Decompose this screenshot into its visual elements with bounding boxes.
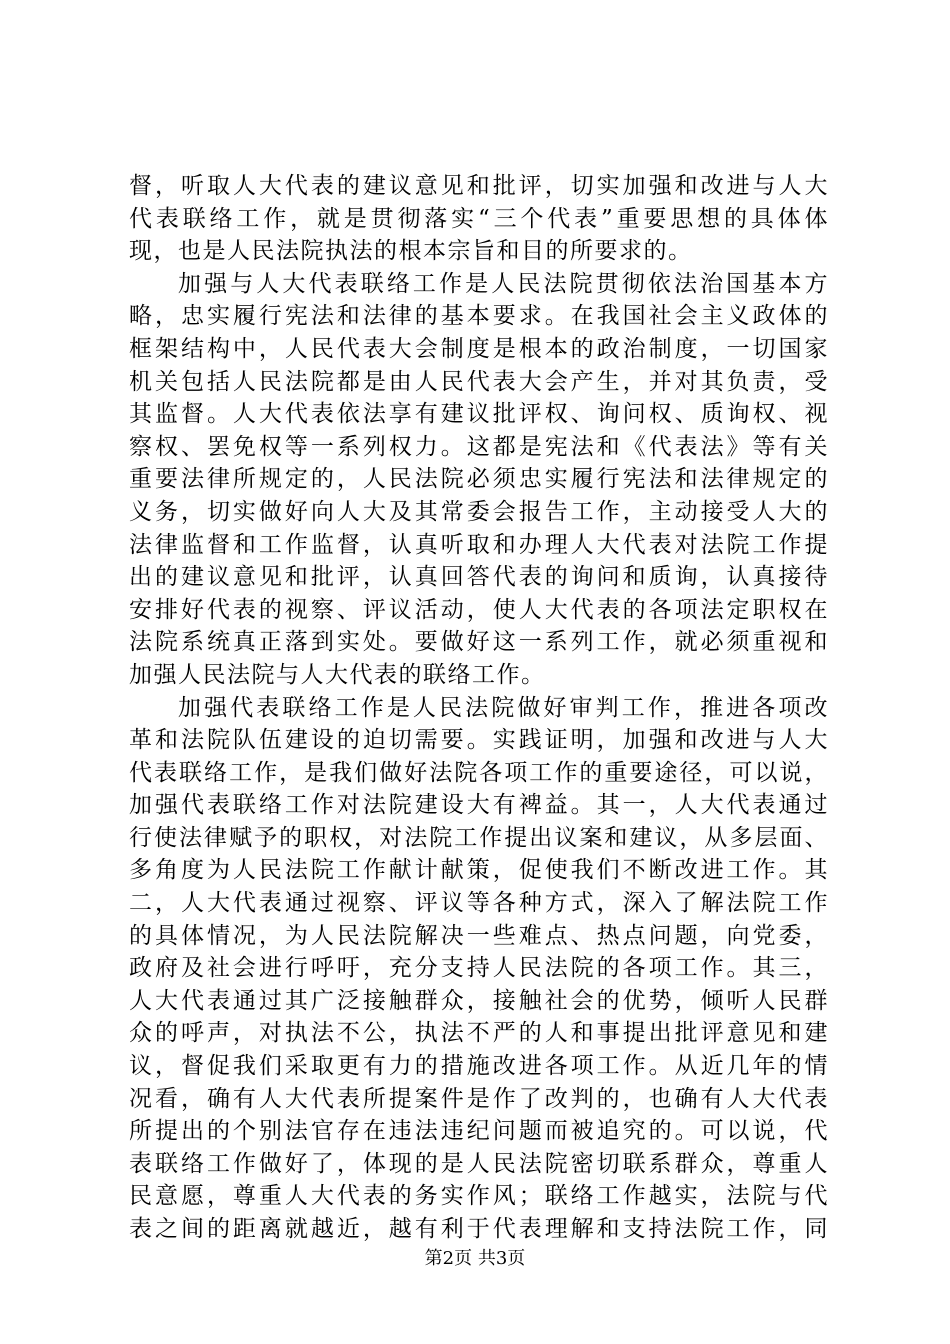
text-line: 人大代表通过其广泛接触群众，接触社会的优势，倾听人民群 [129,987,829,1014]
text-line: 加强代表联络工作是人民法院做好审判工作，推进各项改 [178,694,829,721]
text-line: 所提出的个别法官存在违法违纪问题而被追究的。可以说，代 [129,1118,829,1145]
text-line: 框架结构中，人民代表大会制度是根本的政治制度，一切国家 [129,335,829,362]
text-line: 众的呼声，对执法不公，执法不严的人和事提出批评意见和建 [129,1020,829,1047]
text-line: 义务，切实做好向人大及其常委会报告工作，主动接受人大的 [129,498,829,525]
text-line: 其监督。人大代表依法享有建议批评权、询问权、质询权、视 [129,401,829,428]
text-line: 况看，确有人大代表所提案件是作了改判的，也确有人大代表 [129,1085,829,1112]
text-line: 多角度为人民法院工作献计献策，促使我们不断改进工作。其 [129,857,829,884]
text-line: 二，人大代表通过视察、评议等各种方式，深入了解法院工作 [129,890,829,917]
text-line: 机关包括人民法院都是由人民代表大会产生，并对其负责，受 [129,368,829,395]
text-line: 民意愿，尊重人大代表的务实作风；联络工作越实，法院与代 [129,1183,829,1210]
text-line: 加强与人大代表联络工作是人民法院贯彻依法治国基本方 [178,270,829,297]
text-line: 察权、罢免权等一系列权力。这都是宪法和《代表法》等有关 [129,433,829,460]
page-footer: 第2页 共3页 [424,1248,526,1269]
text-line: 略，忠实履行宪法和法律的基本要求。在我国社会主义政体的 [129,303,829,330]
text-line: 出的建议意见和批评，认真回答代表的询问和质询，认真接待 [129,564,829,591]
text-line: 表之间的距离就越近，越有利于代表理解和支持法院工作，同 [129,1216,829,1242]
text-line: 的具体情况，为人民法院解决一些难点、热点问题，向党委， [129,922,829,949]
text-line: 法院系统真正落到实处。要做好这一系列工作，就必须重视和 [129,629,829,656]
text-line: 政府及社会进行呼吁，充分支持人民法院的各项工作。其三， [129,955,829,982]
text-line: 行使法律赋予的职权，对法院工作提出议案和建议，从多层面、 [129,824,829,851]
text-line: 督，听取人大代表的建议意见和批评，切实加强和改进与人大 [129,173,829,199]
text-line: 代表联络工作，就是贯彻落实“三个代表”重要思想的具体体 [129,205,829,232]
text-line: 加强人民法院与人大代表的联络工作。 [129,661,546,688]
text-line: 革和法院队伍建设的迫切需要。实践证明，加强和改进与人大 [129,727,829,754]
text-line: 重要法律所规定的，人民法院必须忠实履行宪法和法律规定的 [129,466,829,493]
text-line: 加强代表联络工作对法院建设大有裨益。其一，人大代表通过 [129,792,829,819]
document-body [129,170,829,1246]
text-line: 现，也是人民法院执法的根本宗旨和目的所要求的。 [129,238,693,265]
text-line: 代表联络工作，是我们做好法院各项工作的重要途径，可以说， [129,759,829,786]
text-line: 法律监督和工作监督，认真听取和办理人大代表对法院工作提 [129,531,829,558]
text-line: 安排好代表的视察、评议活动，使人大代表的各项法定职权在 [129,596,829,623]
text-line: 议，督促我们采取更有力的措施改进各项工作。从近几年的情 [129,1053,829,1080]
text-line: 表联络工作做好了，体现的是人民法院密切联系群众，尊重人 [129,1150,829,1177]
